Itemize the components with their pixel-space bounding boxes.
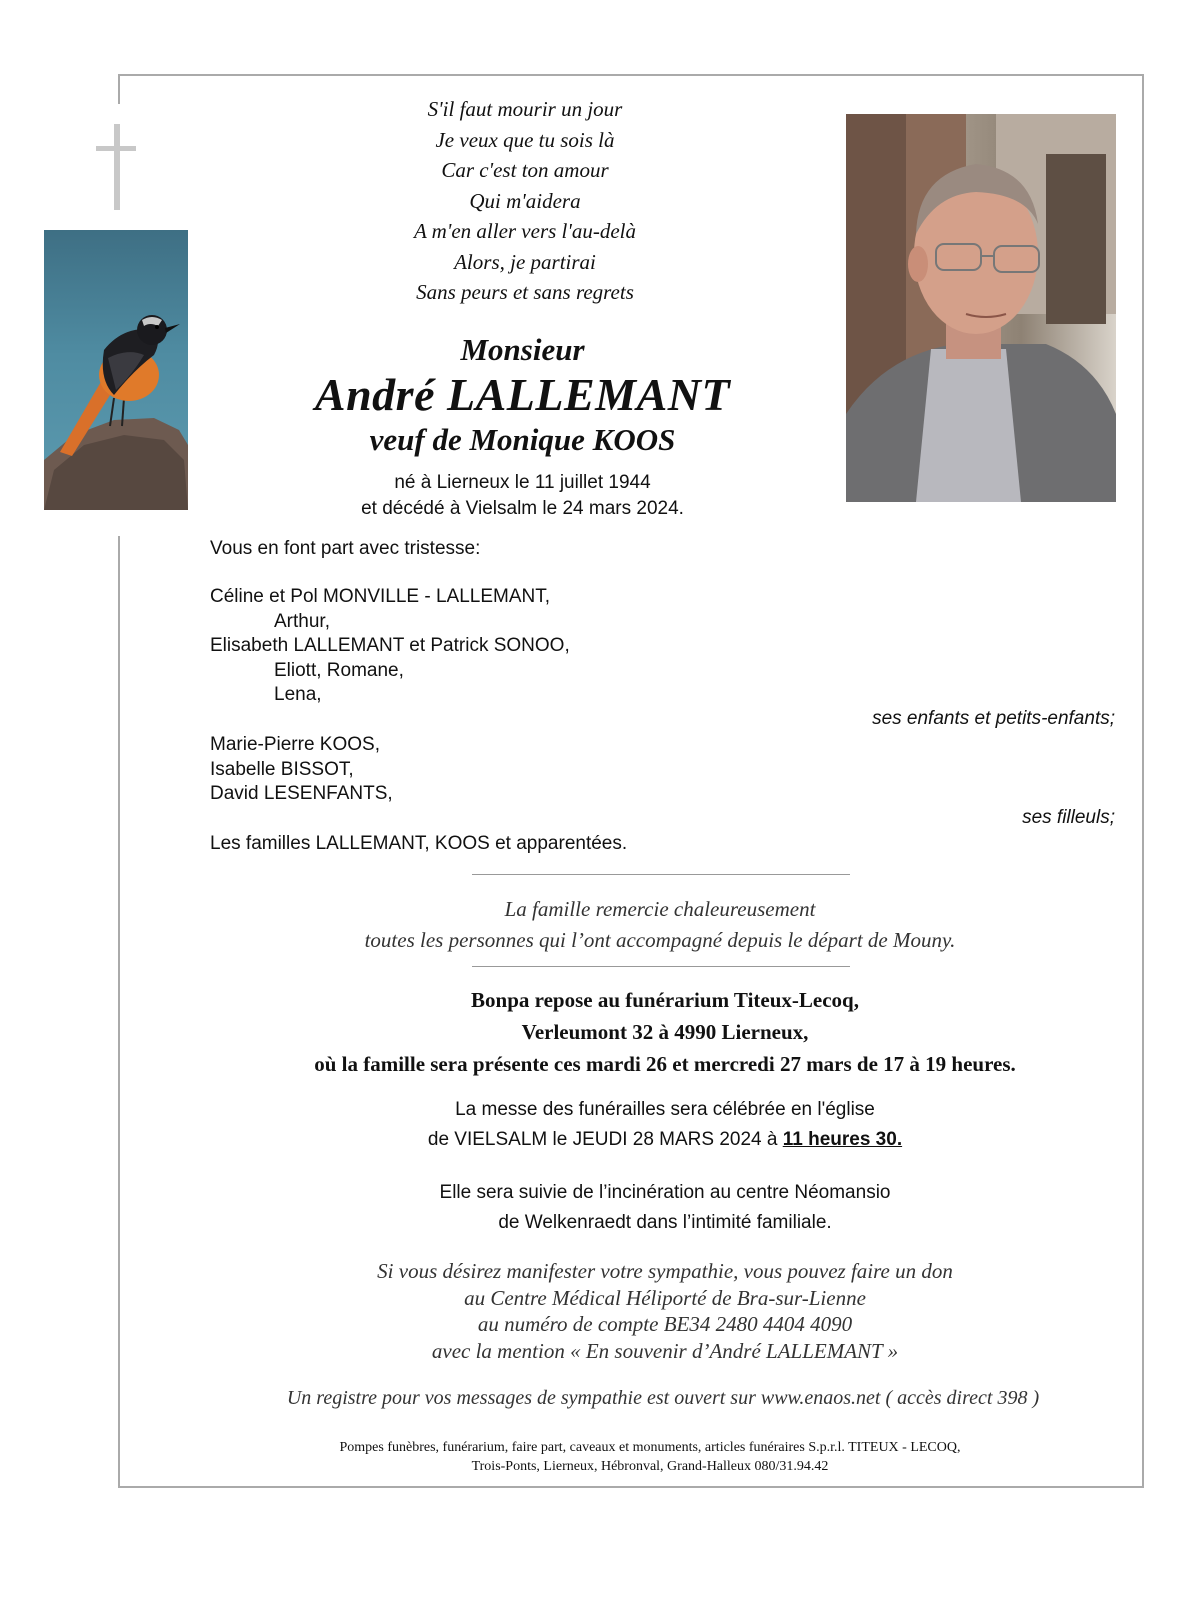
- family-line: Marie-Pierre KOOS,: [210, 734, 380, 755]
- widower-of: veuf de Monique KOOS: [369, 422, 676, 457]
- children-label: ses enfants et petits-enfants;: [872, 708, 1115, 729]
- thanks-message: [290, 894, 1030, 956]
- godchildren-label: ses filleuls;: [1022, 807, 1115, 828]
- donation-line: avec la mention « En souvenir d’André LALLEMANT »: [431, 1338, 899, 1363]
- birth-line: né à Lierneux le 11 juillet 1944: [394, 472, 651, 493]
- donation-line: Si vous désirez manifester votre sympathie, vous pouvez faire un don: [377, 1259, 953, 1283]
- donation-info: [260, 1258, 1070, 1364]
- family-line: Isabelle BISSOT,: [210, 758, 354, 780]
- family-line: Elisabeth LALLEMANT et Patrick SONOO,: [210, 635, 570, 656]
- divider: [472, 966, 850, 967]
- bird-photo: [44, 230, 188, 510]
- announcement-intro: Vous en font part avec tristesse:: [210, 538, 481, 559]
- mass-time: 11 heures 30.: [782, 1129, 903, 1150]
- poem-line: Qui m'aidera: [469, 188, 581, 213]
- poem-line: Alors, je partirai: [454, 249, 596, 274]
- families-line: Les familles LALLEMANT, KOOS et apparentées.: [210, 833, 628, 854]
- poem-line: A m'en aller vers l'au-delà: [413, 219, 637, 243]
- footer-line: Pompes funèbres, funérarium, faire part, caveaux et monuments, articles funéraires S.p.r.l. TITEUX - LECOQ,: [339, 1440, 961, 1455]
- register-info: Un registre pour vos messages de sympathie est ouvert sur www.enaos.net ( accès direct 398 ): [286, 1387, 1040, 1409]
- poem-line: Car c'est ton amour: [441, 158, 609, 182]
- cremation-line: Elle sera suivie de l’incinération au centre Néomansio: [439, 1182, 891, 1203]
- mass-date: de VIELSALM le JEUDI 28 MARS 2024 à: [427, 1129, 783, 1150]
- thanks-line: toutes les personnes qui l’ont accompagné depuis le départ de Mouny.: [364, 928, 956, 952]
- thanks-line: La famille remercie chaleureusement: [504, 897, 816, 921]
- donation-line: au numéro de compte BE34 2480 4404 4090: [477, 1312, 853, 1336]
- mass-line: [320, 1125, 1010, 1155]
- family-group-children: [210, 585, 570, 708]
- wake-line: Bonpa repose au funérarium Titeux-Lecoq,: [471, 988, 859, 1012]
- mass-line: La messe des funérailles sera célébrée en l'église: [455, 1099, 875, 1120]
- family-line: Céline et Pol MONVILLE - LALLEMANT,: [210, 586, 551, 607]
- family-line: Lena,: [274, 684, 322, 705]
- wake-info: [230, 984, 1100, 1080]
- poem: [330, 94, 720, 308]
- death-line: et décédé à Vielsalm le 24 mars 2024.: [361, 498, 684, 519]
- cremation-info: [320, 1178, 1010, 1238]
- bird-illustration: [44, 230, 188, 510]
- portrait-photo: [846, 114, 1116, 502]
- poem-line: S'il faut mourir un jour: [427, 97, 623, 121]
- footer-line: Trois-Ponts, Lierneux, Hébronval, Grand-Halleux 080/31.94.42: [471, 1459, 829, 1474]
- birth-death: [330, 470, 715, 522]
- wake-line: Verleumont 32 à 4990 Lierneux,: [521, 1020, 809, 1044]
- poem-line: Sans peurs et sans regrets: [416, 280, 634, 304]
- donation-line: au Centre Médical Héliporté de Bra-sur-Lienne: [464, 1285, 866, 1310]
- divider: [472, 874, 850, 875]
- deceased-name: André LALLEMANT: [314, 369, 731, 420]
- mass-info: [320, 1095, 1010, 1155]
- portrait-illustration: [846, 114, 1116, 502]
- poem-line: Je veux que tu sois là: [435, 127, 615, 152]
- family-line: Eliott, Romane,: [274, 659, 404, 681]
- civility: Monsieur: [460, 332, 585, 367]
- footer: [200, 1438, 1100, 1476]
- cremation-line: de Welkenraedt dans l’intimité familiale.: [498, 1212, 832, 1233]
- wake-line: où la famille sera présente ces mardi 26 et mercredi 27 mars de 17 à 19 heures.: [314, 1052, 1016, 1076]
- family-line: Arthur,: [274, 610, 330, 632]
- family-group-godchildren: [210, 733, 393, 807]
- family-line: David LESENFANTS,: [210, 783, 393, 804]
